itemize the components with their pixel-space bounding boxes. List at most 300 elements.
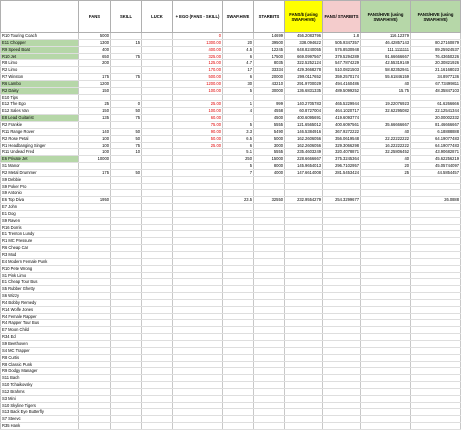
cell-fans-per-dollar[interactable]: 456.2083796 [285, 33, 323, 40]
cell-fans[interactable]: 1300 [79, 39, 111, 46]
cell-fans-per-hive-2[interactable] [411, 306, 461, 313]
cell-swap-hive[interactable] [223, 265, 254, 272]
cell-luck[interactable] [142, 361, 173, 368]
cell-luck[interactable] [142, 313, 173, 320]
cell-name[interactable]: E8 Lead Guitarist [1, 115, 79, 122]
cell-fans-per-starbit[interactable] [323, 265, 361, 272]
cell-fans-per-starbit[interactable] [323, 231, 361, 238]
cell-fans-per-starbit[interactable]: 356.0619548 [323, 135, 361, 142]
cell-fans-per-dollar[interactable] [285, 409, 323, 416]
cell-swap-hive[interactable]: 6 [223, 74, 254, 81]
cell-name[interactable]: R9 Dodgy Manager [1, 368, 79, 375]
cell-swap-hive[interactable]: 6 [223, 142, 254, 149]
cell-luck[interactable] [142, 169, 173, 176]
cell-starbits[interactable] [254, 190, 285, 197]
cell-swap-hive[interactable]: 5.1 [223, 149, 254, 156]
cell-ego[interactable]: 0 [173, 33, 223, 40]
cell-fans-per-hive[interactable] [361, 388, 411, 395]
cell-fans[interactable]: 650 [79, 53, 111, 60]
cell-fans-per-dollar[interactable] [285, 320, 323, 327]
cell-fans-per-starbit[interactable] [323, 306, 361, 313]
cell-skill[interactable] [111, 306, 142, 313]
cell-fans[interactable]: 400 [79, 46, 111, 53]
cell-luck[interactable] [142, 115, 173, 122]
cell-name[interactable]: R4 Female Rapper [1, 313, 79, 320]
cell-skill[interactable] [111, 238, 142, 245]
cell-fans-per-starbit[interactable] [323, 238, 361, 245]
cell-luck[interactable] [142, 67, 173, 74]
cell-swap-hive[interactable] [223, 354, 254, 361]
cell-fans-per-hive[interactable] [361, 115, 411, 122]
cell-fans-per-hive-2[interactable] [411, 354, 461, 361]
cell-skill[interactable] [111, 210, 142, 217]
cell-fans-per-hive[interactable] [361, 354, 411, 361]
cell-luck[interactable] [142, 176, 173, 183]
cell-skill[interactable] [111, 224, 142, 231]
cell-starbits[interactable] [254, 340, 285, 347]
cell-fans[interactable] [79, 217, 111, 224]
cell-fans-per-hive[interactable] [361, 382, 411, 389]
cell-fans-per-hive-2[interactable] [411, 224, 461, 231]
cell-name[interactable]: S1 Pink Limo [1, 272, 79, 279]
cell-fans[interactable] [79, 409, 111, 416]
cell-skill[interactable]: 10 [111, 149, 142, 156]
cell-starbits[interactable] [254, 395, 285, 402]
cell-name[interactable]: E6 Private Jet [1, 156, 79, 163]
cell-swap-hive[interactable] [223, 176, 254, 183]
cell-luck[interactable] [142, 320, 173, 327]
cell-starbits[interactable] [254, 334, 285, 341]
cell-name[interactable]: E1 Trenton Lundy [1, 231, 79, 238]
cell-skill[interactable] [111, 265, 142, 272]
cell-ego[interactable] [173, 354, 223, 361]
cell-name[interactable]: R10 Jet [1, 53, 79, 60]
cell-ego[interactable] [173, 183, 223, 190]
cell-fans-per-hive[interactable]: 40 [361, 156, 411, 163]
cell-swap-hive[interactable]: 4.5 [223, 46, 254, 53]
cell-fans-per-dollar[interactable]: 429.3668278 [285, 67, 323, 74]
cell-fans-per-dollar[interactable] [285, 388, 323, 395]
cell-swap-hive[interactable]: 4 [223, 108, 254, 115]
cell-fans-per-hive-2[interactable] [411, 217, 461, 224]
cell-swap-hive[interactable] [223, 402, 254, 409]
cell-ego[interactable] [173, 347, 223, 354]
cell-skill[interactable] [111, 313, 142, 320]
cell-skill[interactable] [111, 183, 142, 190]
cell-ego[interactable]: 500.00 [173, 74, 223, 81]
cell-fans-per-starbit[interactable]: 400.6097561 [323, 121, 361, 128]
cell-name[interactable]: E6 Top Diva [1, 197, 79, 204]
cell-ego[interactable]: 1200.00 [173, 80, 223, 87]
cell-fans-per-dollar[interactable]: 235.4603249 [285, 149, 323, 156]
cell-fans-per-dollar[interactable]: 338.094622 [285, 39, 323, 46]
cell-fans-per-starbit[interactable] [323, 252, 361, 259]
cell-fans-per-starbit[interactable]: 547.7874229 [323, 60, 361, 67]
cell-starbits[interactable] [254, 224, 285, 231]
cell-fans-per-dollar[interactable]: 145.9654013 [285, 163, 323, 170]
cell-swap-hive[interactable] [223, 416, 254, 423]
cell-fans-per-hive-2[interactable]: 45.05744097 [411, 163, 461, 170]
cell-fans-per-starbit[interactable]: 576.8530948 [323, 46, 361, 53]
cell-name[interactable]: S13 Back Eye Butterfly [1, 409, 79, 416]
cell-starbits[interactable]: 8035 [254, 60, 285, 67]
cell-starbits[interactable] [254, 347, 285, 354]
cell-starbits[interactable] [254, 306, 285, 313]
cell-luck[interactable] [142, 347, 173, 354]
cell-starbits[interactable] [254, 388, 285, 395]
cell-fans-per-starbit[interactable]: 510.0821503 [323, 67, 361, 74]
cell-fans-per-hive-2[interactable]: 67.73499811 [411, 80, 461, 87]
cell-fans[interactable] [79, 416, 111, 423]
cell-skill[interactable] [111, 279, 142, 286]
cell-luck[interactable] [142, 238, 173, 245]
cell-fans-per-starbit[interactable] [323, 204, 361, 211]
cell-skill[interactable] [111, 347, 142, 354]
cell-fans-per-dollar[interactable]: 400.6095691 [285, 115, 323, 122]
cell-skill[interactable] [111, 423, 142, 430]
cell-luck[interactable] [142, 245, 173, 252]
cell-starbits[interactable]: 17500 [254, 53, 285, 60]
cell-swap-hive[interactable] [223, 409, 254, 416]
cell-fans-per-hive[interactable] [361, 272, 411, 279]
cell-fans-per-hive[interactable] [361, 340, 411, 347]
cell-fans-per-hive-2[interactable] [411, 190, 461, 197]
cell-starbits[interactable]: 14699 [254, 33, 285, 40]
cell-fans-per-hive-2[interactable]: 64.19077483 [411, 135, 461, 142]
cell-skill[interactable] [111, 163, 142, 170]
cell-swap-hive[interactable] [223, 258, 254, 265]
cell-fans[interactable] [79, 210, 111, 217]
cell-fans-per-hive-2[interactable] [411, 94, 461, 101]
cell-fans[interactable] [79, 224, 111, 231]
cell-starbits[interactable] [254, 382, 285, 389]
cell-starbits[interactable] [254, 327, 285, 334]
cell-fans-per-hive-2[interactable] [411, 320, 461, 327]
cell-luck[interactable] [142, 121, 173, 128]
cell-luck[interactable] [142, 163, 173, 170]
cell-fans[interactable] [79, 361, 111, 368]
cell-fans-per-hive[interactable] [361, 313, 411, 320]
cell-starbits[interactable]: 5000 [254, 135, 285, 142]
cell-fans-per-hive[interactable] [361, 204, 411, 211]
cell-fans-per-hive[interactable]: 15.75 [361, 87, 411, 94]
header-name[interactable] [1, 1, 79, 33]
cell-skill[interactable] [111, 217, 142, 224]
cell-skill[interactable] [111, 204, 142, 211]
cell-fans-per-dollar[interactable] [285, 204, 323, 211]
cell-fans-per-hive[interactable]: 32.25806452 [361, 149, 411, 156]
cell-ego[interactable] [173, 416, 223, 423]
cell-fans-per-hive-2[interactable] [411, 176, 461, 183]
cell-fans-per-dollar[interactable] [285, 382, 323, 389]
cell-luck[interactable] [142, 197, 173, 204]
cell-luck[interactable] [142, 286, 173, 293]
cell-fans-per-hive[interactable] [361, 245, 411, 252]
cell-name[interactable]: S7 Steevc [1, 416, 79, 423]
cell-skill[interactable] [111, 388, 142, 395]
cell-swap-hive[interactable] [223, 320, 254, 327]
cell-name[interactable]: R3 Mod [1, 252, 79, 259]
cell-fans-per-hive-2[interactable] [411, 313, 461, 320]
cell-luck[interactable] [142, 80, 173, 87]
cell-fans-per-hive[interactable] [361, 327, 411, 334]
cell-name[interactable]: R1 MC Pressure [1, 238, 79, 245]
cell-ego[interactable] [173, 423, 223, 430]
cell-ego[interactable] [173, 94, 223, 101]
cell-luck[interactable] [142, 108, 173, 115]
cell-name[interactable]: E10 Tips [1, 94, 79, 101]
cell-starbits[interactable]: 30000 [254, 87, 285, 94]
cell-luck[interactable] [142, 265, 173, 272]
cell-name[interactable]: R2 Metal Drummer [1, 169, 79, 176]
cell-fans-per-starbit[interactable] [323, 354, 361, 361]
cell-starbits[interactable]: 33334 [254, 67, 285, 74]
cell-fans-per-hive-2[interactable] [411, 210, 461, 217]
cell-swap-hive[interactable] [223, 286, 254, 293]
cell-fans-per-hive[interactable] [361, 190, 411, 197]
cell-fans-per-hive-2[interactable]: 81.46666667 [411, 121, 461, 128]
cell-fans-per-starbit[interactable]: 465.5229944 [323, 101, 361, 108]
cell-fans-per-dollar[interactable] [285, 416, 323, 423]
cell-fans-per-starbit[interactable] [323, 94, 361, 101]
cell-ego[interactable] [173, 320, 223, 327]
cell-swap-hive[interactable]: 6 [223, 53, 254, 60]
cell-fans[interactable] [79, 306, 111, 313]
cell-starbits[interactable]: 5490 [254, 128, 285, 135]
cell-fans-per-starbit[interactable]: 375.3245364 [323, 156, 361, 163]
cell-luck[interactable] [142, 293, 173, 300]
cell-ego[interactable]: 25.00 [173, 101, 223, 108]
cell-fans[interactable]: 175 [79, 169, 111, 176]
cell-name[interactable]: E1 Cheap Tour Bus [1, 279, 79, 286]
cell-fans-per-starbit[interactable] [323, 176, 361, 183]
header-fans-per-hive-2[interactable]: FANS/HIVE (using SWAP.HIVE) [411, 1, 461, 33]
cell-fans-per-hive-2[interactable]: 89.25924537 [411, 46, 461, 53]
cell-ego[interactable]: 50.00 [173, 135, 223, 142]
cell-skill[interactable]: 50 [111, 169, 142, 176]
cell-starbits[interactable] [254, 409, 285, 416]
cell-fans-per-dollar[interactable] [285, 190, 323, 197]
cell-swap-hive[interactable]: 23.5 [223, 197, 254, 204]
cell-fans-per-dollar[interactable]: 60.8727004 [285, 108, 323, 115]
cell-fans-per-starbit[interactable] [323, 313, 361, 320]
cell-fans-per-dollar[interactable] [285, 94, 323, 101]
cell-fans-per-starbit[interactable] [323, 423, 361, 430]
cell-ego[interactable] [173, 231, 223, 238]
cell-ego[interactable] [173, 169, 223, 176]
cell-luck[interactable] [142, 204, 173, 211]
cell-fans-per-hive-2[interactable]: 64.19077483 [411, 142, 461, 149]
cell-ego[interactable] [173, 340, 223, 347]
cell-starbits[interactable]: 999 [254, 101, 285, 108]
cell-fans-per-dollar[interactable] [285, 368, 323, 375]
cell-fans[interactable] [79, 299, 111, 306]
cell-swap-hive[interactable] [223, 231, 254, 238]
cell-fans-per-dollar[interactable] [285, 176, 323, 183]
cell-fans-per-hive[interactable] [361, 279, 411, 286]
cell-fans-per-hive[interactable]: 46.42857143 [361, 39, 411, 46]
cell-luck[interactable] [142, 299, 173, 306]
cell-fans-per-hive[interactable]: 58.82352941 [361, 67, 411, 74]
cell-fans-per-starbit[interactable] [323, 340, 361, 347]
cell-name[interactable]: R14 Wolfe Jones [1, 306, 79, 313]
cell-starbits[interactable] [254, 176, 285, 183]
cell-fans-per-hive-2[interactable] [411, 258, 461, 265]
cell-ego[interactable]: 125.00 [173, 60, 223, 67]
cell-fans-per-starbit[interactable] [323, 347, 361, 354]
cell-luck[interactable] [142, 388, 173, 395]
cell-fans-per-starbit[interactable] [323, 416, 361, 423]
cell-fans-per-dollar[interactable]: 322.5252124 [285, 60, 323, 67]
cell-fans-per-dollar[interactable] [285, 306, 323, 313]
cell-fans[interactable] [79, 375, 111, 382]
cell-fans-per-starbit[interactable] [323, 217, 361, 224]
cell-luck[interactable] [142, 334, 173, 341]
cell-fans-per-dollar[interactable] [285, 402, 323, 409]
cell-fans-per-dollar[interactable] [285, 265, 323, 272]
cell-fans-per-starbit[interactable]: 505.9347357 [323, 39, 361, 46]
cell-starbits[interactable]: 4000 [254, 169, 285, 176]
cell-name[interactable]: R10 Touring Coach [1, 33, 79, 40]
cell-luck[interactable] [142, 395, 173, 402]
cell-skill[interactable] [111, 361, 142, 368]
cell-swap-hive[interactable]: 250 [223, 156, 254, 163]
cell-skill[interactable]: 75 [111, 53, 142, 60]
cell-ego[interactable]: 100.00 [173, 87, 223, 94]
cell-starbits[interactable] [254, 279, 285, 286]
cell-fans-per-starbit[interactable] [323, 382, 361, 389]
cell-fans[interactable] [79, 327, 111, 334]
cell-fans-per-hive-2[interactable] [411, 361, 461, 368]
cell-swap-hive[interactable]: 6.5 [223, 135, 254, 142]
cell-name[interactable]: R11 Range Rover [1, 128, 79, 135]
cell-skill[interactable] [111, 293, 142, 300]
cell-swap-hive[interactable] [223, 375, 254, 382]
cell-luck[interactable] [142, 327, 173, 334]
cell-fans-per-hive[interactable] [361, 293, 411, 300]
cell-starbits[interactable] [254, 286, 285, 293]
cell-skill[interactable] [111, 272, 142, 279]
cell-fans[interactable] [79, 286, 111, 293]
cell-skill[interactable] [111, 327, 142, 334]
cell-skill[interactable] [111, 94, 142, 101]
cell-fans-per-starbit[interactable]: 281.5453424 [323, 169, 361, 176]
cell-skill[interactable] [111, 286, 142, 293]
cell-fans-per-hive[interactable]: 40 [361, 128, 411, 135]
cell-skill[interactable] [111, 340, 142, 347]
cell-name[interactable]: S1 Manor [1, 163, 79, 170]
cell-ego[interactable] [173, 286, 223, 293]
cell-skill[interactable] [111, 197, 142, 204]
cell-ego[interactable]: 90.00 [173, 128, 223, 135]
cell-fans[interactable] [79, 265, 111, 272]
cell-fans-per-dollar[interactable] [285, 286, 323, 293]
cell-ego[interactable] [173, 368, 223, 375]
cell-swap-hive[interactable]: 30 [223, 80, 254, 87]
cell-skill[interactable] [111, 375, 142, 382]
cell-swap-hive[interactable] [223, 423, 254, 430]
cell-fans-per-hive[interactable] [361, 320, 411, 327]
cell-fans-per-hive-2[interactable] [411, 204, 461, 211]
cell-fans[interactable]: 150 [79, 87, 111, 94]
cell-fans-per-hive[interactable] [361, 286, 411, 293]
cell-fans-per-hive-2[interactable]: 80.27160879 [411, 39, 461, 46]
cell-fans-per-starbit[interactable] [323, 299, 361, 306]
cell-fans-per-hive-2[interactable]: 21.16168023 [411, 67, 461, 74]
cell-fans[interactable] [79, 340, 111, 347]
cell-fans[interactable]: 200 [79, 60, 111, 67]
cell-name[interactable]: R6 Lambo [1, 80, 79, 87]
cell-fans-per-hive[interactable] [361, 183, 411, 190]
cell-fans-per-dollar[interactable] [285, 217, 323, 224]
cell-fans-per-hive[interactable]: 111.1111111 [361, 46, 411, 53]
cell-fans[interactable]: 175 [79, 74, 111, 81]
cell-fans-per-starbit[interactable] [323, 320, 361, 327]
header-skill[interactable]: SKILL [111, 1, 142, 33]
cell-fans-per-hive-2[interactable]: 34.8977136 [411, 74, 461, 81]
cell-fans[interactable] [79, 252, 111, 259]
cell-fans[interactable] [79, 354, 111, 361]
cell-fans-per-starbit[interactable] [323, 395, 361, 402]
cell-skill[interactable] [111, 33, 142, 40]
cell-starbits[interactable]: 5555 [254, 121, 285, 128]
cell-name[interactable]: S9 Antonio [1, 190, 79, 197]
cell-ego[interactable]: 75.00 [173, 121, 223, 128]
cell-ego[interactable] [173, 388, 223, 395]
cell-starbits[interactable] [254, 94, 285, 101]
cell-starbits[interactable]: 32550 [254, 197, 285, 204]
cell-skill[interactable]: 0 [111, 101, 142, 108]
cell-fans-per-dollar[interactable]: 232.9554279 [285, 197, 323, 204]
cell-fans-per-hive-2[interactable] [411, 265, 461, 272]
cell-swap-hive[interactable] [223, 299, 254, 306]
cell-fans-per-starbit[interactable] [323, 327, 361, 334]
cell-fans-per-hive[interactable]: 91.66666667 [361, 53, 411, 60]
cell-ego[interactable]: 100.00 [173, 108, 223, 115]
cell-fans-per-dollar[interactable] [285, 231, 323, 238]
cell-fans-per-hive[interactable] [361, 299, 411, 306]
cell-fans-per-hive-2[interactable] [411, 423, 461, 430]
cell-fans-per-dollar[interactable] [285, 395, 323, 402]
cell-name[interactable]: E12 The Ego [1, 101, 79, 108]
cell-fans[interactable]: 100 [79, 142, 111, 149]
cell-skill[interactable]: 75 [111, 74, 142, 81]
cell-fans-per-hive-2[interactable] [411, 238, 461, 245]
cell-fans[interactable] [79, 272, 111, 279]
cell-fans-per-hive[interactable] [361, 395, 411, 402]
cell-name[interactable]: R11 Undead Fred [1, 149, 79, 156]
cell-fans-per-hive-2[interactable] [411, 347, 461, 354]
cell-skill[interactable] [111, 60, 142, 67]
cell-ego[interactable] [173, 197, 223, 204]
cell-fans-per-starbit[interactable]: 296.7102957 [323, 163, 361, 170]
cell-ego[interactable]: 400.00 [173, 46, 223, 53]
header-ego[interactable]: + EGO (FANS - SKILL) [173, 1, 223, 33]
cell-fans-per-hive[interactable]: 116.12379 [361, 33, 411, 40]
cell-name[interactable]: R9 Speed Boat [1, 46, 79, 53]
cell-starbits[interactable] [254, 293, 285, 300]
cell-fans-per-dollar[interactable]: 140.2705783 [285, 101, 323, 108]
cell-fans[interactable]: 1950 [79, 197, 111, 204]
cell-fans-per-dollar[interactable] [285, 361, 323, 368]
cell-fans[interactable]: 135 [79, 115, 111, 122]
cell-swap-hive[interactable] [223, 224, 254, 231]
cell-fans[interactable]: 100 [79, 135, 111, 142]
cell-fans-per-hive-2[interactable] [411, 368, 461, 375]
cell-starbits[interactable]: 43210 [254, 80, 285, 87]
cell-fans-per-dollar[interactable] [285, 354, 323, 361]
cell-ego[interactable] [173, 375, 223, 382]
